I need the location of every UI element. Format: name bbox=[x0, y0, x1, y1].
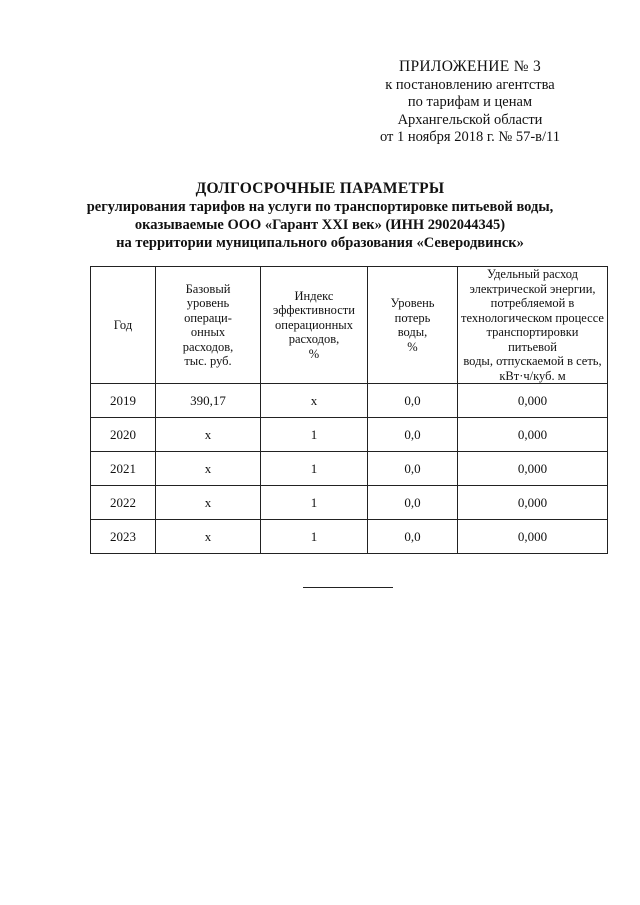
title-company-line: оказываемые ООО «Гарант XXI век» (ИНН 2902044345) bbox=[134, 217, 506, 233]
header-base-costs: Базовый уровень операци- онных расходов, тыс. руб. bbox=[156, 267, 261, 384]
cell-efficiency-index: 1 bbox=[261, 486, 368, 520]
main-title: ДОЛГОСРОЧНЫЕ ПАРАМЕТРЫ bbox=[195, 180, 445, 197]
cell-water-loss: 0,0 bbox=[368, 520, 458, 554]
table-row bbox=[91, 452, 608, 486]
cell-water-loss: 0,0 bbox=[368, 486, 458, 520]
parameters-table bbox=[90, 266, 608, 554]
cell-energy-consumption: 0,000 bbox=[458, 452, 608, 486]
closing-line bbox=[303, 587, 393, 588]
header-efficiency-index: Индекс эффективности операционных расходов, % bbox=[261, 267, 368, 384]
appendix-number: ПРИЛОЖЕНИЕ № 3 bbox=[398, 58, 542, 75]
appendix-date-line: от 1 ноября 2018 г. № 57-в/11 bbox=[379, 129, 561, 145]
cell-base-costs: х bbox=[156, 418, 261, 452]
cell-water-loss: 0,0 bbox=[368, 418, 458, 452]
header-year: Год bbox=[91, 267, 156, 384]
cell-base-costs: х bbox=[156, 520, 261, 554]
cell-efficiency-index: х bbox=[261, 384, 368, 418]
cell-base-costs: х bbox=[156, 486, 261, 520]
cell-efficiency-index: 1 bbox=[261, 452, 368, 486]
cell-year: 2023 bbox=[91, 520, 156, 554]
cell-energy-consumption: 0,000 bbox=[458, 486, 608, 520]
appendix-agency-line: по тарифам и ценам bbox=[407, 94, 533, 110]
header-water-loss: Уровень потерь воды, % bbox=[368, 267, 458, 384]
cell-year: 2019 bbox=[91, 384, 156, 418]
appendix-region-line: Архангельской области bbox=[397, 111, 543, 128]
cell-energy-consumption: 0,000 bbox=[458, 520, 608, 554]
table-row bbox=[91, 520, 608, 554]
cell-water-loss: 0,0 bbox=[368, 384, 458, 418]
cell-efficiency-index: 1 bbox=[261, 418, 368, 452]
table-row bbox=[91, 418, 608, 452]
cell-year: 2021 bbox=[91, 452, 156, 486]
title-territory-line: на территории муниципального образования «Северодвинск» bbox=[116, 235, 524, 251]
cell-energy-consumption: 0,000 bbox=[458, 418, 608, 452]
document-title bbox=[40, 180, 600, 252]
cell-year: 2020 bbox=[91, 418, 156, 452]
cell-efficiency-index: 1 bbox=[261, 520, 368, 554]
cell-year: 2022 bbox=[91, 486, 156, 520]
cell-energy-consumption: 0,000 bbox=[458, 384, 608, 418]
cell-base-costs: х bbox=[156, 452, 261, 486]
appendix-header bbox=[360, 58, 580, 147]
header-energy-consumption: Удельный расход электрической энергии, потребляемой в технологическом процессе транспортировки питьевой воды, отпускаемой в сеть, кВт·ч/куб. м bbox=[458, 267, 608, 384]
title-subject-line: регулирования тарифов на услуги по транспортировке питьевой воды, bbox=[86, 199, 554, 215]
cell-base-costs: 390,17 bbox=[156, 384, 261, 418]
table-body bbox=[91, 384, 608, 554]
table-row bbox=[91, 486, 608, 520]
appendix-ref-line: к постановлению агентства bbox=[385, 76, 555, 93]
table-header-row bbox=[91, 267, 608, 384]
table-row bbox=[91, 384, 608, 418]
cell-water-loss: 0,0 bbox=[368, 452, 458, 486]
